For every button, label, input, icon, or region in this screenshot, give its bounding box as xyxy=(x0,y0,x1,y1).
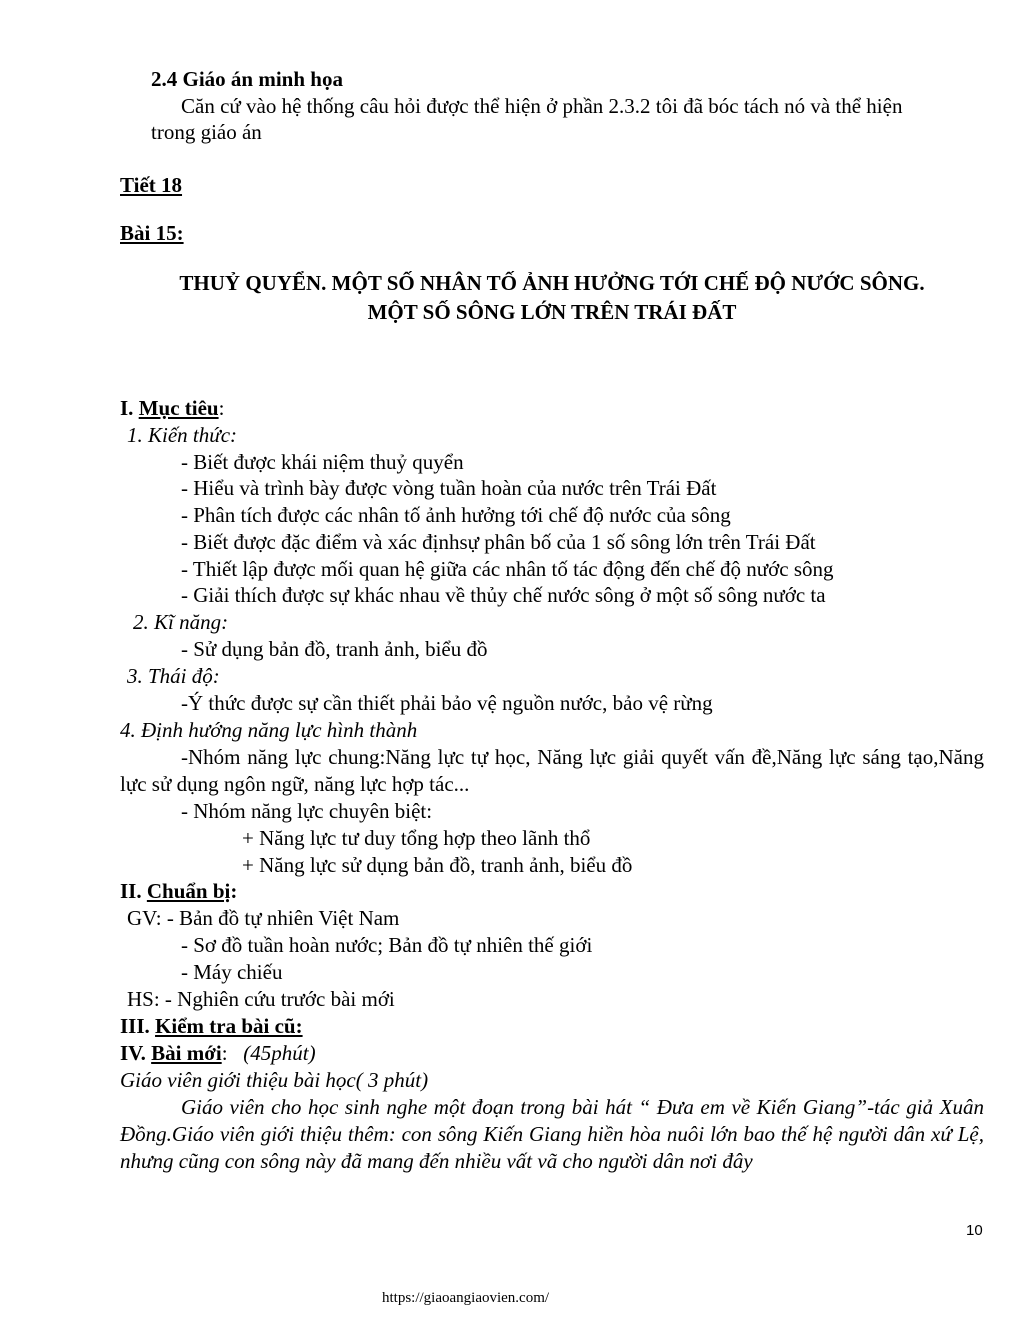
attitude-item: -Ý thức được sự cần thiết phải bảo vệ nguồn nước, bảo vệ rừng xyxy=(181,691,713,715)
preparation-heading-text: Chuẩn bị xyxy=(146,879,231,903)
new-lesson-heading-text: Bài mới xyxy=(151,1041,222,1065)
lesson-title-line-1: THUỶ QUYỂN. MỘT SỐ NHÂN TỐ ẢNH HƯỞNG TỚI CHẾ ĐỘ NƯỚC SÔNG. xyxy=(179,271,925,295)
new-lesson-colon: : xyxy=(221,1041,228,1065)
lesson-title-line-2: MỘT SỐ SÔNG LỚN TRÊN TRÁI ĐẤT xyxy=(367,300,737,324)
page-number: 10 xyxy=(966,1222,983,1239)
teacher-prep-item: - Sơ đồ tuần hoàn nước; Bản đồ tự nhiên thế giới xyxy=(181,933,593,957)
knowledge-heading: 1. Kiến thức: xyxy=(127,423,238,447)
knowledge-item: - Thiết lập được mối quan hệ giữa các nhân tố tác động đến chế độ nước sông xyxy=(181,557,834,581)
preparation-colon: : xyxy=(230,879,238,903)
old-lesson-check-heading xyxy=(120,1013,303,1039)
intro-line-2: trong giáo án xyxy=(151,120,262,144)
preparation-heading xyxy=(120,878,237,904)
old-lesson-roman: III. xyxy=(120,1014,150,1038)
general-competency-paragraph: -Nhóm năng lực chung:Năng lực tự học, Năng lực giải quyết vấn đề,Năng lực sáng tạo,Năng lực sử dụng ngôn ngữ, năng lực hợp tác... xyxy=(120,745,984,796)
specific-competency-heading: - Nhóm năng lực chuyên biệt: xyxy=(181,799,433,823)
objectives-colon: : xyxy=(218,396,225,420)
footer-url: https://giaoangiaovien.com/ xyxy=(382,1290,550,1306)
skills-item: - Sử dụng bản đồ, tranh ảnh, biểu đồ xyxy=(181,637,488,661)
knowledge-item: - Phân tích được các nhân tố ảnh hưởng tới chế độ nước của sông xyxy=(181,503,731,527)
specific-competency-item: + Năng lực sử dụng bản đồ, tranh ảnh, biểu đồ xyxy=(242,853,633,877)
competency-heading: 4. Định hướng năng lực hình thành xyxy=(120,718,418,742)
lesson-intro-heading: Giáo viên giới thiệu bài học( 3 phút) xyxy=(120,1068,429,1092)
teacher-prep-item: - Máy chiếu xyxy=(181,960,283,984)
knowledge-item: - Giải thích được sự khác nhau về thủy chế nước sông ở một số sông nước ta xyxy=(181,583,826,607)
old-lesson-heading-text: Kiểm tra bài cũ: xyxy=(155,1014,303,1038)
objectives-roman: I. xyxy=(120,396,134,420)
attitude-heading: 3. Thái độ: xyxy=(127,664,220,688)
knowledge-item: - Biết được đặc điểm và xác địnhsự phân bố của 1 số sông lớn trên Trái Đất xyxy=(181,530,816,554)
new-lesson-heading xyxy=(120,1040,316,1066)
knowledge-item: - Biết được khái niệm thuỷ quyển xyxy=(181,450,464,474)
lesson-number: Bài 15: xyxy=(120,221,184,245)
teacher-prep-line: GV: - Bản đồ tự nhiên Việt Nam xyxy=(127,906,400,930)
knowledge-item: - Hiểu và trình bày được vòng tuần hoàn của nước trên Trái Đất xyxy=(181,476,717,500)
lesson-period: Tiết 18 xyxy=(120,173,183,197)
section-heading: 2.4 Giáo án minh họa xyxy=(151,67,343,91)
lesson-intro-paragraph: Giáo viên cho học sinh nghe một đoạn trong bài hát “ Đưa em về Kiến Giang”-tác giả Xuân Đồng.Giáo viên giới thiệu thêm: con sông Kiến Giang hiền hòa nuôi lớn bao thế hệ người dân xứ Lệ, nhưng cũng con sông này đã mang đến nhiều vất vã cho người dân nơi đây xyxy=(120,1095,984,1173)
objectives-heading xyxy=(120,395,224,421)
preparation-roman: II. xyxy=(120,879,142,903)
skills-heading: 2. Kĩ năng: xyxy=(133,610,229,634)
new-lesson-roman: IV. xyxy=(120,1041,146,1065)
specific-competency-item: + Năng lực tư duy tổng hợp theo lãnh thổ xyxy=(242,826,591,850)
student-prep-line: HS: - Nghiên cứu trước bài mới xyxy=(127,987,395,1011)
intro-line-1: Căn cứ vào hệ thống câu hỏi được thể hiện ở phần 2.3.2 tôi đã bóc tách nó và thể hiện xyxy=(181,94,903,118)
new-lesson-duration: (45phút) xyxy=(243,1041,316,1065)
objectives-heading-text: Mục tiêu xyxy=(138,396,219,420)
